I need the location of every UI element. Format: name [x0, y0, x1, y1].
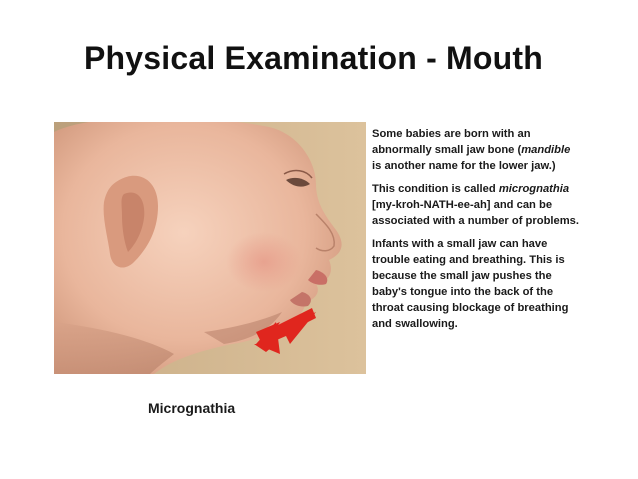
paragraph-1-term: mandible [521, 144, 571, 156]
paragraph-2-term: micrognathia [498, 183, 570, 195]
paragraph-2-text-b: [my-kroh-NATH-ee-ah] and can be associated with a number of problems. [372, 199, 580, 227]
paragraph-1-text-a: Some babies are born with an abnormally small jaw bone ( [372, 128, 531, 156]
description-text [372, 126, 580, 339]
paragraph-definition [372, 126, 580, 174]
slide-title: Physical Examination - Mouth [84, 40, 544, 76]
infant-profile-image [54, 122, 366, 374]
paragraph-problems: Infants with a small jaw can have trouble eating and breathing. This is because the small jaw pushes the baby's tongue into the back of the throat causing blockage of breathing and swallowing. [372, 238, 569, 330]
image-caption: Micrognathia [148, 400, 236, 416]
paragraph-2-text-a: This condition is called [372, 183, 499, 195]
paragraph-1-text-b: is another name for the lower jaw.) [372, 160, 556, 172]
paragraph-condition [372, 181, 580, 229]
